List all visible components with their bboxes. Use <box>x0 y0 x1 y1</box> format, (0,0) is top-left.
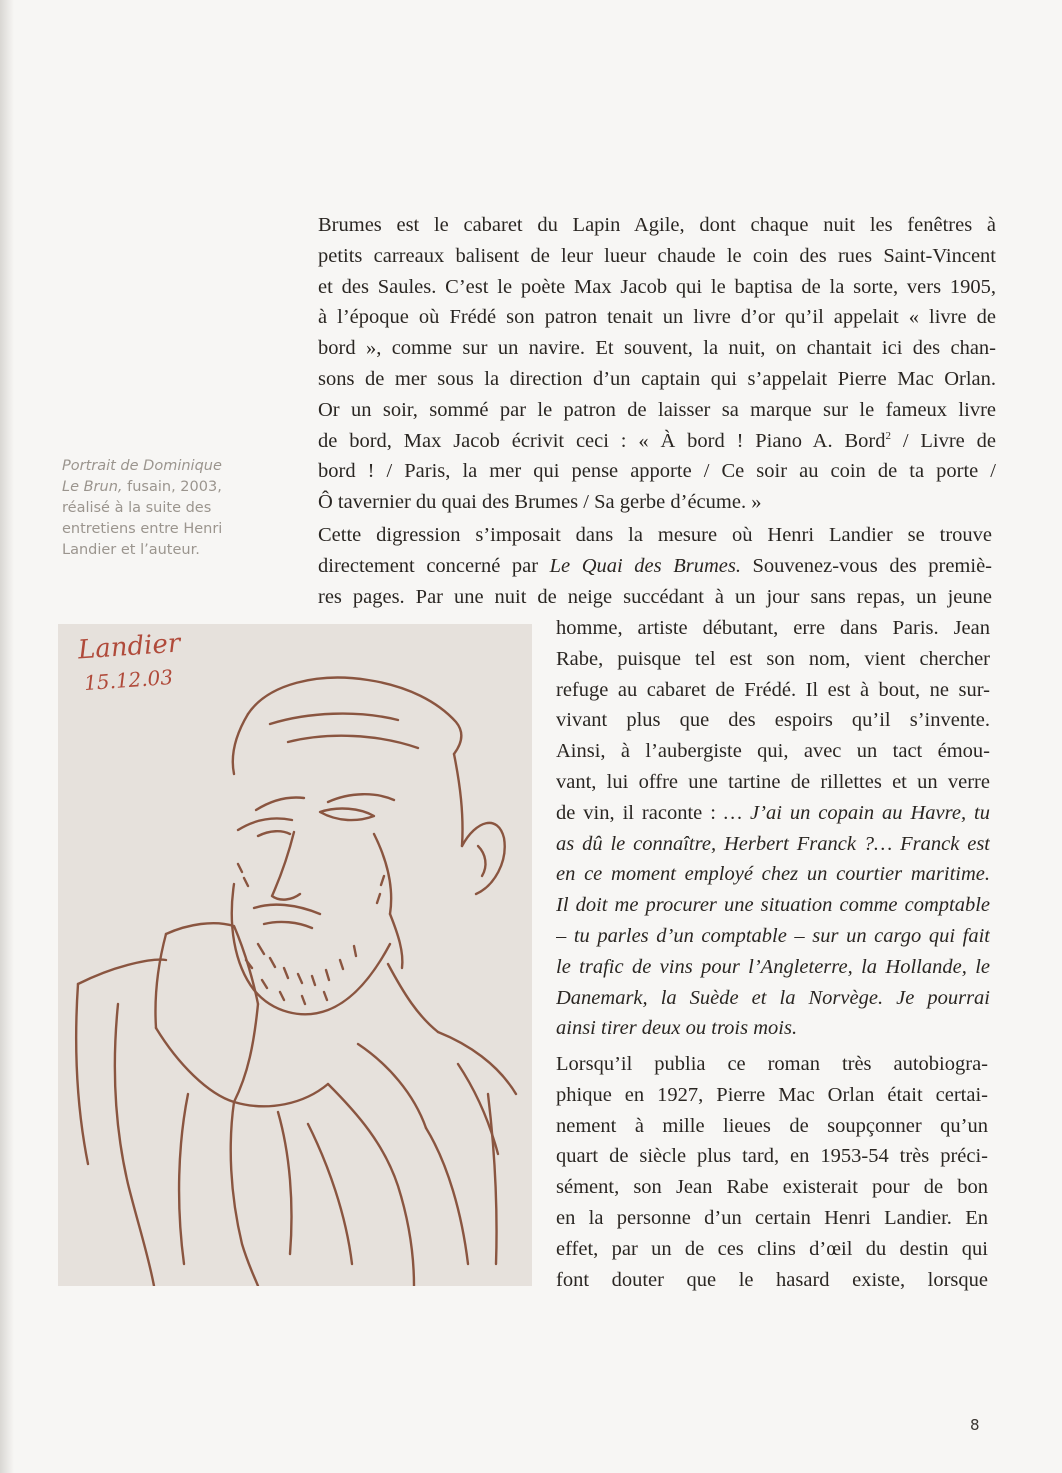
text-line: bord ! / Paris, la mer qui pense apporte / Ce soir au coin de ta porte / <box>318 460 996 483</box>
paragraph-1 <box>318 210 996 518</box>
text-line: Or un soir, sommé par le patron de laisser sa marque sur le fameux livre <box>318 398 996 421</box>
text-line: phique en 1927, Pierre Mac Orlan était certai- <box>556 1083 988 1106</box>
page-edge-shadow <box>0 0 14 1473</box>
text-line: refuge au cabaret de Frédé. Il est à bout, ne sur- <box>556 678 990 701</box>
drawing-signature: Landier <box>77 628 182 666</box>
book-title: Le Quai des Brumes. <box>549 554 741 577</box>
drawing-date: 15.12.03 <box>83 664 174 696</box>
text-line: petits carreaux balisent de leur lueur chaude le coin des rues Saint-Vincent <box>318 244 996 267</box>
text-fragment: de vin, il raconte : <box>556 801 724 824</box>
paragraph-2-intro <box>318 520 992 612</box>
caption-line-3: réalisé à la suite des <box>62 500 212 516</box>
quote-line: Il doit me procurer une situation comme comptable <box>556 894 990 917</box>
text-line: effet, par un de ces clins d’œil du destin qui <box>556 1237 988 1260</box>
caption-title-2: Le Brun, <box>62 479 123 495</box>
quote-start: … J’ai un copain au Havre, tu <box>723 801 990 824</box>
text-line: sons de mer sous la direction d’un captain qui s’appelait Pierre Mac Orlan. <box>318 367 996 390</box>
text-fragment: Souvenez-vous des premiè- <box>740 554 992 577</box>
text-fragment: / Livre de <box>890 429 996 452</box>
text-line: Ô tavernier du quai des Brumes / Sa gerbe d’écume. » <box>318 491 762 514</box>
text-line: vivant plus que des espoirs qu’il s’invente. <box>556 709 990 732</box>
quote-line: Danemark, la Suède et la Norvège. Je pourrai <box>556 986 990 1009</box>
portrait-drawing <box>58 624 532 1286</box>
caption-line-5: Landier et l’auteur. <box>62 542 200 558</box>
page-number: 8 <box>970 1416 980 1434</box>
text-line: Brumes est le cabaret du Lapin Agile, dont chaque nuit les fenêtres à <box>318 214 996 236</box>
text-line <box>318 551 992 582</box>
quote-line: en ce moment employé chez un courtier maritime. <box>556 863 990 886</box>
text-line: Lorsqu’il publia ce roman très autobiogra- <box>556 1053 988 1075</box>
portrait-sketch <box>58 624 532 1286</box>
figure-caption <box>62 456 262 561</box>
text-line: en la personne d’un certain Henri Landier. En <box>556 1206 988 1229</box>
text-line: font douter que le hasard existe, lorsque <box>556 1268 988 1291</box>
text-line: Ainsi, à l’aubergiste qui, avec un tact émou- <box>556 740 990 763</box>
text-line <box>556 798 990 829</box>
text-line: quart de siècle plus tard, en 1953-54 très préci- <box>556 1145 988 1168</box>
text-line: sément, son Jean Rabe existerait pour de bon <box>556 1176 988 1199</box>
quote-line: ainsi tirer deux ou trois mois. <box>556 1017 798 1040</box>
quote-line: le trafic de vins pour l’Angleterre, la Hollande, le <box>556 955 990 978</box>
text-line: res pages. Par une nuit de neige succédant à un jour sans repas, un jeune <box>318 585 992 608</box>
text-fragment: directement concerné par <box>318 554 550 577</box>
paragraph-2-column <box>556 613 990 1044</box>
quote-line: – tu parles d’un comptable – sur un cargo qui fait <box>556 924 990 947</box>
text-line: Rabe, puisque tel est son nom, vient chercher <box>556 647 990 670</box>
paragraph-3 <box>556 1049 988 1295</box>
text-line: nement à mille lieues de soupçonner qu’un <box>556 1114 988 1137</box>
caption-line-4: entretiens entre Henri <box>62 521 223 537</box>
footnote-marker: 2 <box>885 429 891 442</box>
text-line: bord », comme sur un navire. Et souvent, la nuit, on chantait ici des chan- <box>318 337 996 360</box>
text-line: homme, artiste débutant, erre dans Paris. Jean <box>556 617 990 639</box>
caption-title-1: Portrait de Dominique <box>62 458 222 474</box>
text-line: à l’époque où Frédé son patron tenait un livre d’or qu’il appelait « livre de <box>318 306 996 329</box>
caption-detail: fusain, 2003, <box>122 479 222 495</box>
text-fragment: de bord, Max Jacob écrivit ceci : « À bord ! Piano A. Bord <box>318 429 886 452</box>
text-line <box>318 426 996 457</box>
quote-line: as dû le connaître, Herbert Franck ?… Franck est <box>556 832 990 855</box>
text-line: et des Saules. C’est le poète Max Jacob qui le baptisa de la sorte, vers 1905, <box>318 275 996 298</box>
text-line: Cette digression s’imposait dans la mesure où Henri Landier se trouve <box>318 524 992 546</box>
text-line: vant, lui offre une tartine de rillettes et un verre <box>556 770 990 793</box>
